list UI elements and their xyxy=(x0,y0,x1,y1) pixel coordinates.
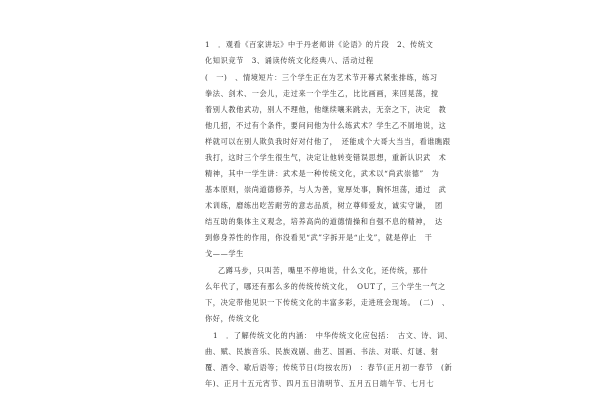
text-line: ( 一) 、情境短片：三个学生正在为艺术节开幕式紧张排练，练习 xyxy=(205,73,438,82)
text-line: 样就可以在别人欺负我时好对付他了， 还能成个大哥大当当，看谁瞧跟 xyxy=(205,137,451,146)
text-line: 结互助的集体主义观念，培养高尚的道德情操和自强不息的精神， 达 xyxy=(205,217,443,226)
text-line: 我打，这时三个学生很生气，决定让他转变错误思想，重新认识武 术 xyxy=(205,153,447,162)
text-line: 到修身养性的作用，你没看见“武”字拆开是“止戈”，就是停止 干 xyxy=(205,233,433,242)
text-line: 精神，其中一学生讲：武术是一种传统文化，武术以“尚武崇德” 为 xyxy=(205,169,440,178)
text-line: 曲、赋、民族音乐、民族戏剧、曲艺、国画、书法、对联、灯谜、射 xyxy=(205,347,439,356)
text-line: 覆、酒令、歇后语等；传统节日(均按农历) ：春节(正月初一春节 (新 xyxy=(205,363,453,372)
text-line: 拳法、剑术、一会儿，走过来一个学生乙，比比画画，来回晃荡，搅 xyxy=(205,89,439,98)
text-line: 么年代了，哪还有那么多的传统传统文化， OUT了，三个学生一气之 xyxy=(205,282,446,291)
text-line: 1 ．观看《百家讲坛》中于丹老师讲《论语》的片段 2、传统文 xyxy=(205,40,434,49)
text-line: 下，决定带他见识一下传统文化的丰富多彩，走进班会现场。 (二) 、 xyxy=(205,298,450,307)
text-line: 乙蹲马步，只叫苦，嘴里不停地说，什么文化，还传统，那什 xyxy=(218,266,429,275)
text-line: 年)、正月十五元宵节、四月五日清明节、五月五日端午节、七月七 xyxy=(205,379,435,388)
text-line: 着别人教他武功，别人不理他，他继续嚷来跳去，无奈之下，决定 教 xyxy=(205,105,447,114)
text-line: 他几招，不过有个条件，要问问他为什么练武术？学生乙不屑地说，这 xyxy=(205,121,447,130)
text-line: 化知识竞节 3、诵读传统文化经典八、活动过程 xyxy=(205,56,374,65)
text-line: 1 ．了解传统文化的内涵： 中华传统文化应包括： 古文、诗、词、 xyxy=(213,331,453,340)
text-line: 基本原则，崇尚道德修养，与人为善，宽厚处事，胸怀坦荡，通过 武 xyxy=(205,185,447,194)
text-line: 戈——学生 xyxy=(205,249,244,258)
text-line: 术训练，磨练出吃苦耐劳的意志品质，树立尊师爱友，诚实守谦， 团 xyxy=(205,201,443,210)
text-line: 你好，传统文化 xyxy=(205,314,260,323)
